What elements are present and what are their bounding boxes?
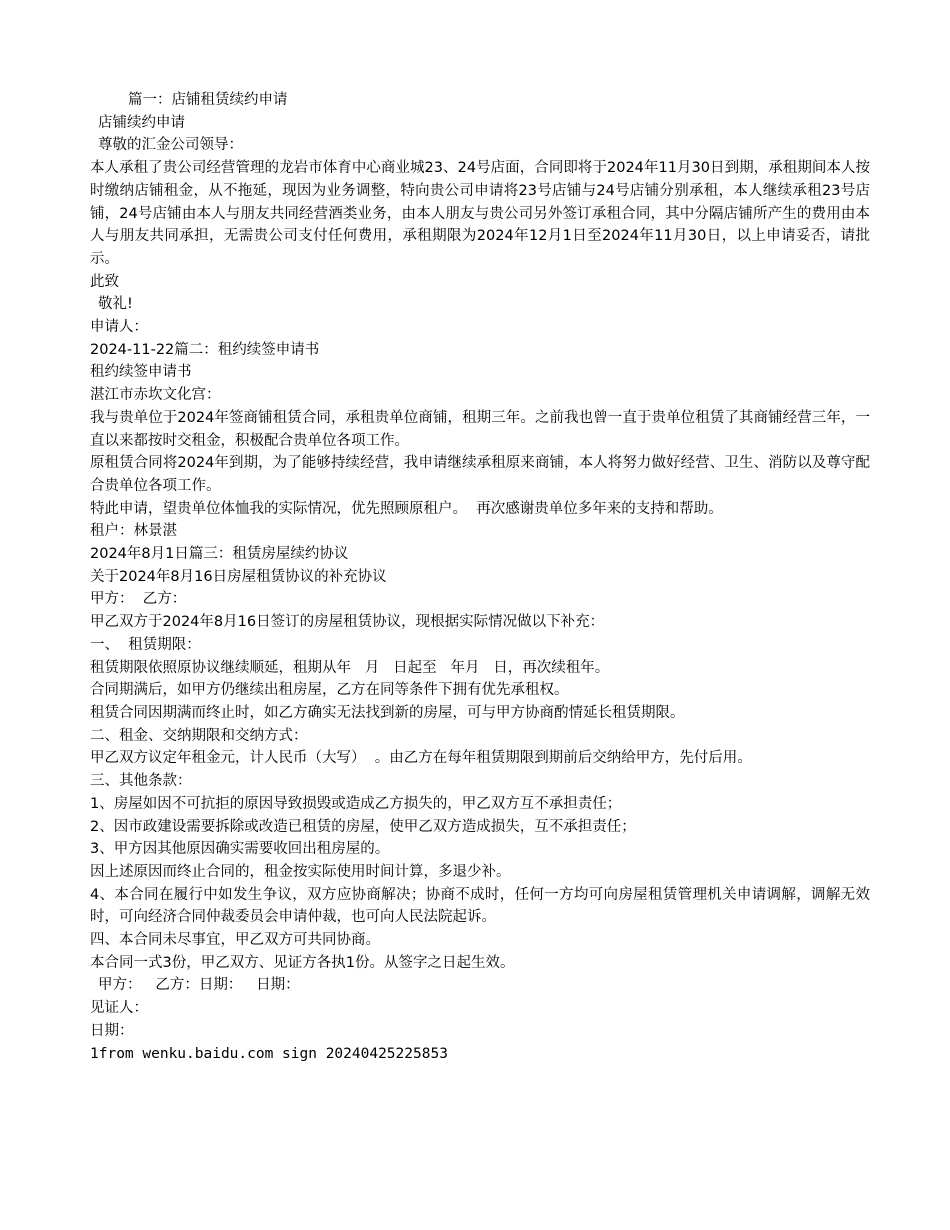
clause-1-c: 租赁合同因期满而终止时，如乙方确实无法找到新的房屋，可与甲方协商酌情延长租赁期限。	[90, 704, 685, 721]
clause-1-heading: 一、 租赁期限：	[90, 636, 201, 653]
clause-3-item-3: 3、甲方因其他原因确实需要收回出租房屋的。	[90, 841, 390, 858]
section-2-tenant: 租户：林景湛	[90, 523, 177, 540]
signature-line: 甲方： 乙方：日期： 日期：	[98, 977, 300, 994]
date-line: 日期：	[90, 1022, 134, 1039]
section-1-jingli: 敬礼!	[98, 296, 133, 313]
clause-3-item-2: 2、因市政建设需要拆除或改造已租赁的房屋，使甲乙双方造成损失，互不承担责任；	[90, 818, 636, 835]
clause-4: 四、本合同未尽事宜，甲乙双方可共同协商。	[90, 932, 380, 949]
clause-2-a: 甲乙双方议定年租金元，计人民币（大写） 。由乙方在每年租赁期限到期前后交纳给甲方，先付后用。	[90, 750, 752, 767]
section-1-subtitle: 店铺续约申请	[98, 114, 185, 131]
section-2-body-2: 原租赁合同将2024年到期，为了能够持续经营，我申请继续承租原来商铺，本人将努力做好经营、卫生、消防以及尊守配合贵单位各项工作。	[90, 455, 870, 494]
section-2-subtitle: 租约续签申请书	[90, 364, 192, 381]
section-1-body: 本人承租了贵公司经营管理的龙岩市体育中心商业城23、24号店面，合同即将于2024年11月30日到期，承租期间本人按时缴纳店铺租金，从不拖延，现因为业务调整，特向贵公司申请将23号店铺与24号店铺分别承租，本人继续承租23号店铺，24号店铺由本人与朋友共同经营酒类业务，由本人朋友与贵公司另外签订承租合同，其中分隔店铺所产生的费用由本人与朋友共同承担，无需贵公司支付任何费用，承租期限为2024年12月1日至2024年11月30日，以上申请妥否，请批示。	[90, 160, 870, 267]
document-page	[90, 89, 870, 1065]
clause-1-b: 合同期满后，如甲方仍继续出租房屋，乙方在同等条件下拥有优先承租权。	[90, 682, 569, 699]
section-2-title-line: 2024-11-22篇二：租约续签申请书	[90, 341, 320, 358]
section-3-intro: 甲乙双方于2024年8月16日签订的房屋租赁协议，现根据实际情况做以下补充：	[90, 614, 605, 631]
section-2-salutation: 湛江市赤坎文化宫：	[90, 387, 221, 404]
section-1-applicant: 申请人：	[90, 319, 148, 336]
clause-3-item-4: 4、本合同在履行中如发生争议，双方应协商解决；协商不成时，任何一方均可向房屋租赁管理机关申请调解，调解无效时，可向经济合同仲裁委员会申请仲裁，也可向人民法院起诉。	[90, 886, 870, 926]
section-1-title: 篇一：店铺租赁续约申请	[128, 92, 288, 108]
section-3-subtitle: 关于2024年8月16日房屋租赁协议的补充协议	[90, 568, 387, 585]
clause-1-a: 租赁期限依照原协议继续顺延，租期从年 月 日起至 年月 日，再次续租年。	[90, 659, 610, 676]
footer-source: 1from wenku.baidu.com sign 20240425225853	[90, 1045, 448, 1062]
clause-2-heading: 二、租金、交纳期限和交纳方式：	[90, 727, 308, 744]
clause-3-heading: 三、其他条款：	[90, 773, 192, 790]
contract-copies: 本合同一式3份，甲乙双方、见证方各执1份。从签字之日起生效。	[90, 954, 515, 971]
section-1-salutation: 尊敬的汇金公司领导：	[98, 137, 243, 154]
clause-3-item-3b: 因上述原因而终止合同的，租金按实际使用时间计算，多退少补。	[90, 863, 511, 880]
section-2-body-1: 我与贵单位于2024年签商铺租赁合同，承租贵单位商铺，租期三年。之前我也曾一直于贵单位租赁了其商铺经营三年，一直以来都按时交租金，积极配合贵单位各项工作。	[90, 409, 870, 449]
clause-3-item-1: 1、房屋如因不可抗拒的原因导致损毁或造成乙方损失的，甲乙双方互不承担责任；	[90, 795, 622, 812]
witness-line: 见证人：	[90, 1000, 148, 1017]
section-3-parties: 甲方： 乙方：	[90, 591, 187, 608]
section-2-body-3: 特此申请，望贵单位体恤我的实际情况，优先照顾原租户。 再次感谢贵单位多年来的支持和帮助。	[90, 500, 723, 517]
section-3-title-line: 2024年8月1日篇三：租赁房屋续约协议	[90, 546, 349, 563]
section-1-cizhi: 此致	[90, 273, 119, 290]
